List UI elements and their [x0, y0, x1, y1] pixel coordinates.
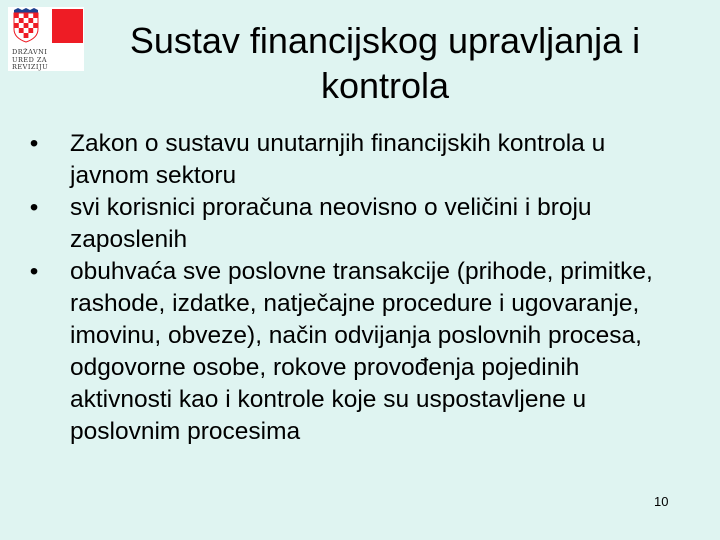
- logo-red-block: [52, 9, 83, 43]
- bullet-icon: •: [29, 130, 39, 157]
- bullet-text: obuhvaća sve poslovne transakcije (prihode, primitke, rashode, izdatke, natječajne procedure i ugovaranje, imovinu, obveze), način odvijanja poslovnih procesa, odgovorne osobe, rokove provođenja pojedinih aktivnosti kao i kontrole koje su uspostavljene u poslovnim procesima: [70, 258, 653, 445]
- bullet-icon: •: [29, 258, 39, 285]
- bullet-text: svi korisnici proračuna neovisno o veličini i broju zaposlenih: [70, 194, 592, 253]
- logo-text: DRŽAVNI URED ZA REVIZIJU: [12, 48, 49, 72]
- bullet-icon: •: [29, 194, 39, 221]
- state-audit-office-logo: [8, 7, 84, 71]
- coat-of-arms-icon: [14, 8, 38, 42]
- slide-title: Sustav financijskog upravljanja i kontrola: [129, 20, 641, 106]
- bullet-item: [24, 128, 684, 192]
- bullet-item: [24, 192, 684, 256]
- bullet-text: Zakon o sustavu unutarnjih financijskih kontrola u javnom sektoru: [70, 130, 606, 189]
- bullet-item: [24, 256, 684, 448]
- bullet-list: [24, 128, 684, 448]
- page-number: 10: [654, 494, 669, 509]
